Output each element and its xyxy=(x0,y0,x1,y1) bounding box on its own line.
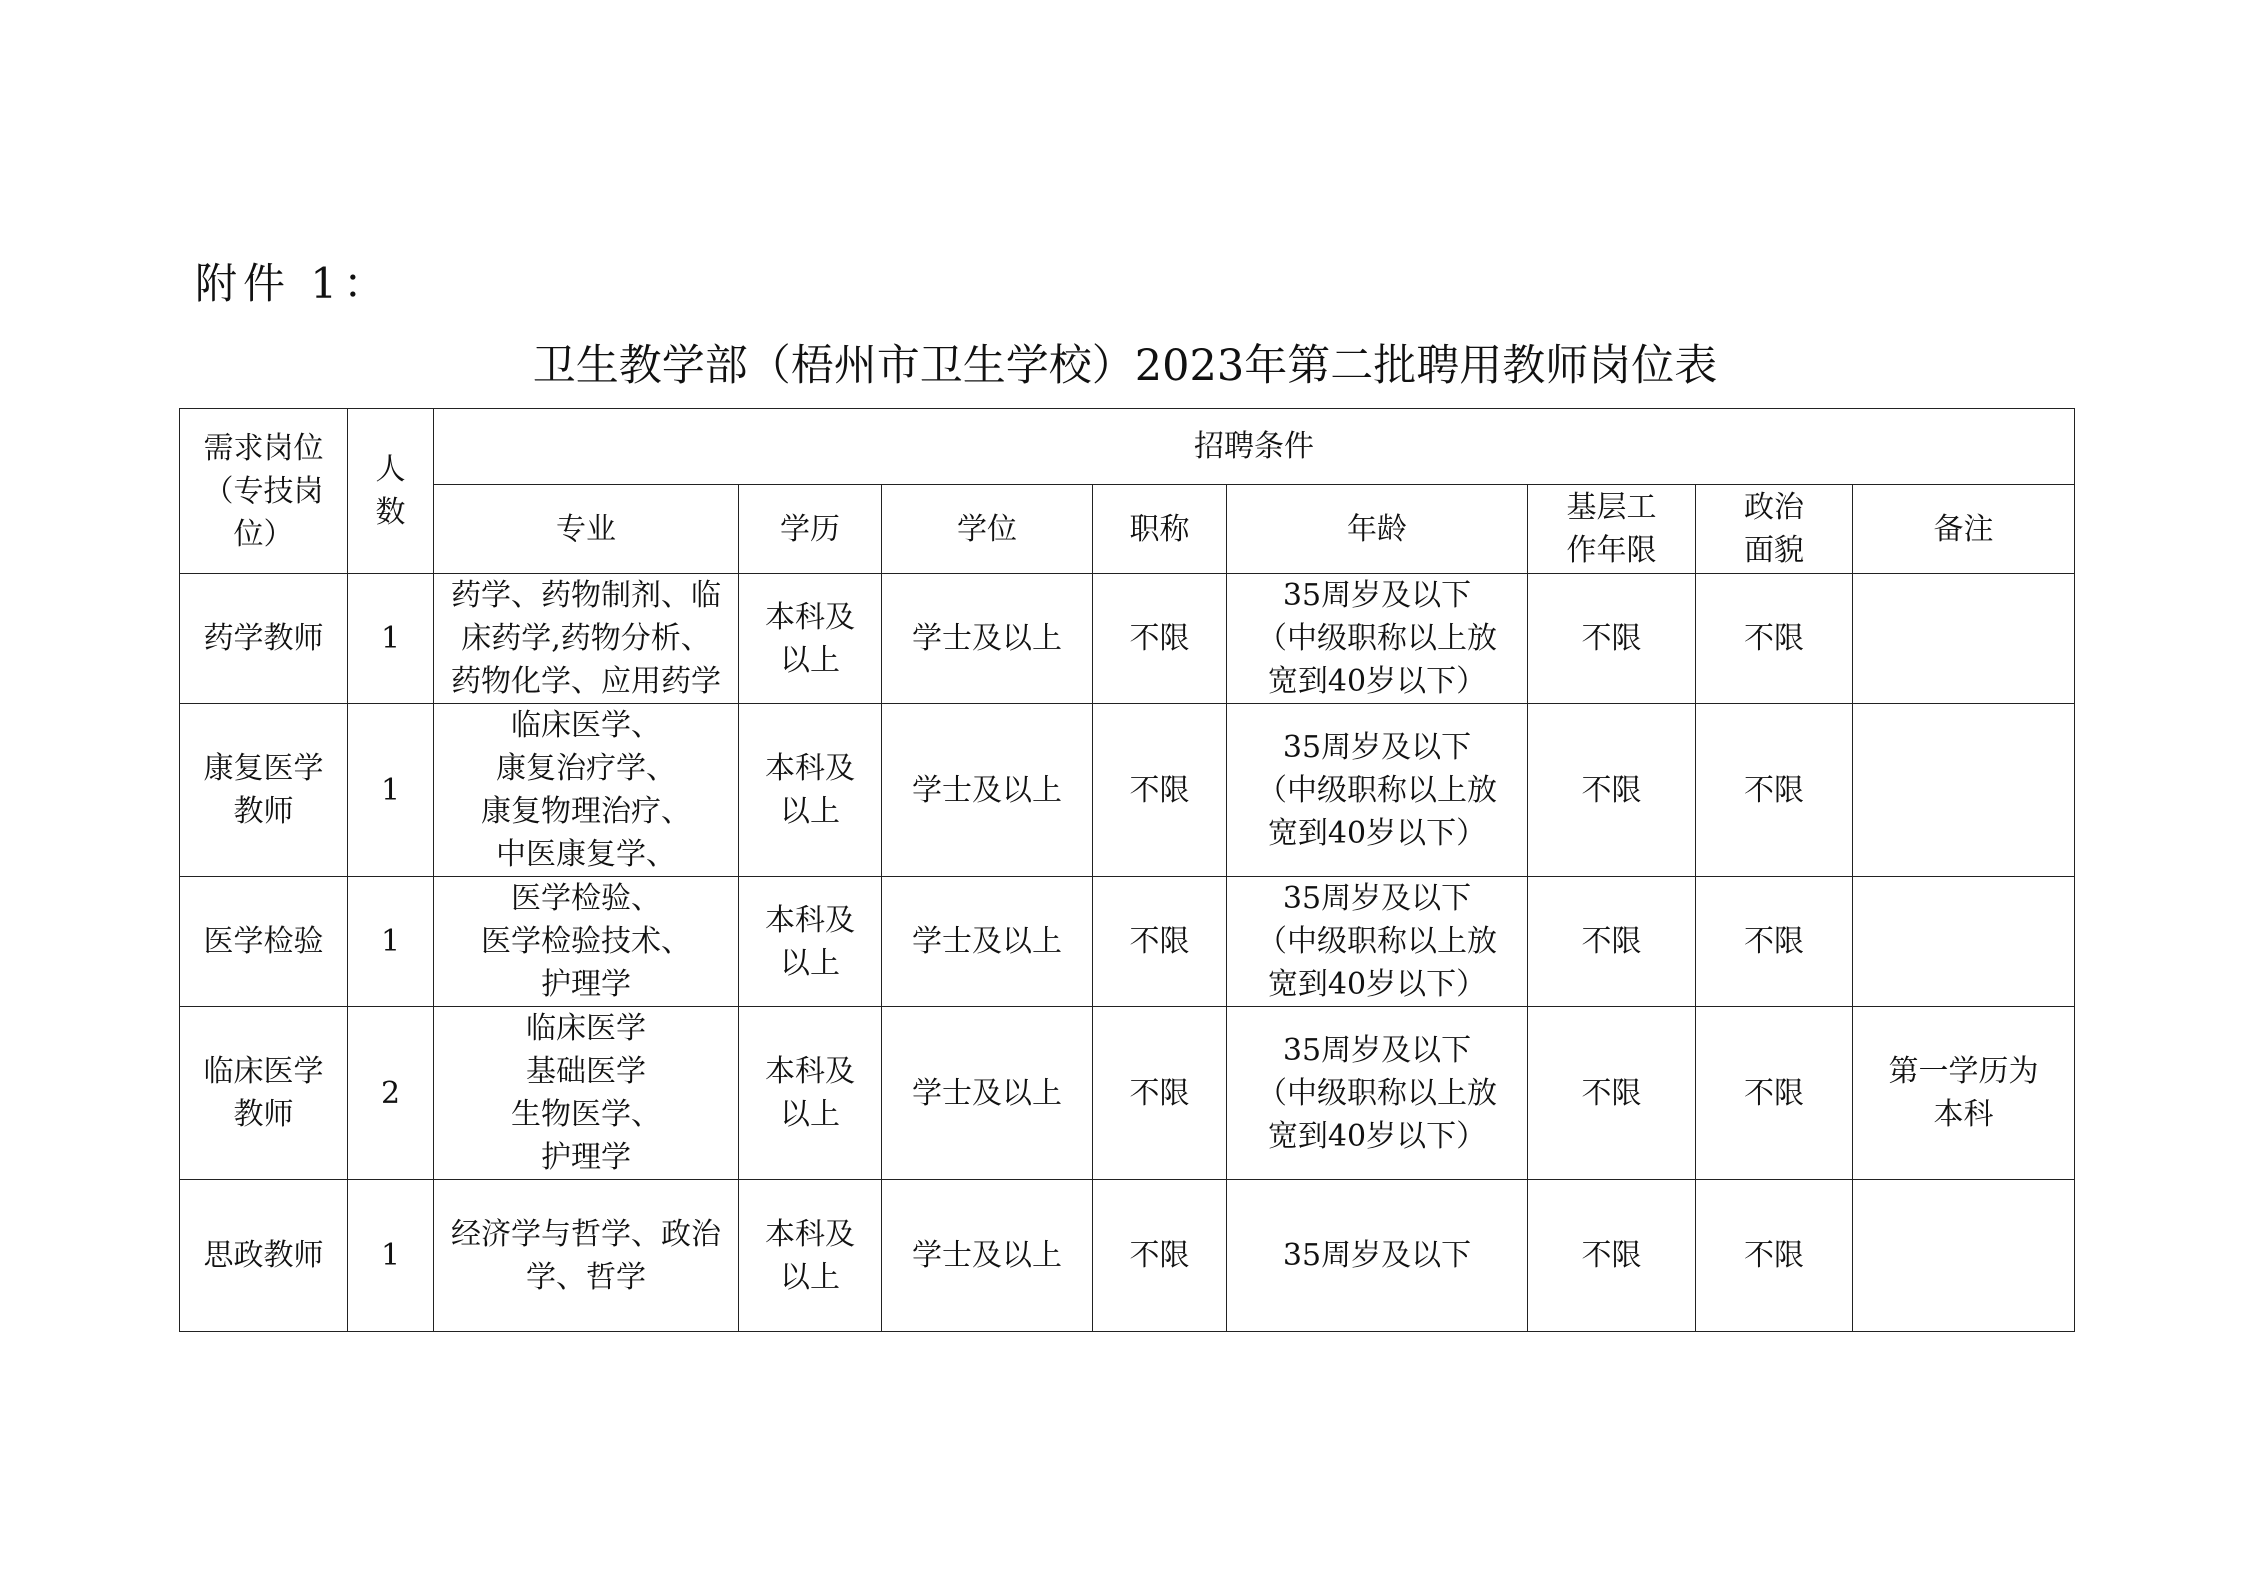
cell-education: 本科及 以上 xyxy=(739,1180,882,1332)
cell-education: 本科及 以上 xyxy=(739,877,882,1007)
cell-education: 本科及 以上 xyxy=(739,704,882,877)
table-row xyxy=(180,1180,2075,1332)
cell-remarks: 第一学历为 本科 xyxy=(1853,1007,2075,1180)
document-title: 卫生教学部（梧州市卫生学校）2023年第二批聘用教师岗位表 xyxy=(532,341,1718,391)
cell-remarks xyxy=(1853,877,2075,1007)
header-conditions: 招聘条件 xyxy=(434,409,2075,485)
cell-position: 临床医学 教师 xyxy=(180,1007,348,1180)
cell-count: 1 xyxy=(348,1180,434,1332)
table-row xyxy=(180,574,2075,704)
header-remarks: 备注 xyxy=(1853,485,2075,574)
cell-major: 临床医学、 康复治疗学、 康复物理治疗、 中医康复学、 xyxy=(434,704,739,877)
header-row-sub xyxy=(180,485,2075,574)
cell-age: 35周岁及以下 （中级职称以上放 宽到40岁以下） xyxy=(1227,704,1528,877)
cell-remarks xyxy=(1853,704,2075,877)
cell-count: 2 xyxy=(348,1007,434,1180)
cell-grassroots: 不限 xyxy=(1528,574,1696,704)
cell-education: 本科及 以上 xyxy=(739,574,882,704)
header-count: 人 数 xyxy=(348,409,434,574)
cell-degree: 学士及以上 xyxy=(882,1007,1093,1180)
cell-count: 1 xyxy=(348,574,434,704)
cell-remarks xyxy=(1853,1180,2075,1332)
header-political: 政治 面貌 xyxy=(1696,485,1853,574)
cell-position: 医学检验 xyxy=(180,877,348,1007)
cell-title-rank: 不限 xyxy=(1093,877,1227,1007)
cell-grassroots: 不限 xyxy=(1528,1007,1696,1180)
cell-major: 临床医学 基础医学 生物医学、 护理学 xyxy=(434,1007,739,1180)
cell-age: 35周岁及以下 xyxy=(1227,1180,1528,1332)
cell-degree: 学士及以上 xyxy=(882,574,1093,704)
header-age: 年龄 xyxy=(1227,485,1528,574)
header-education: 学历 xyxy=(739,485,882,574)
cell-position: 药学教师 xyxy=(180,574,348,704)
cell-grassroots: 不限 xyxy=(1528,1180,1696,1332)
cell-education: 本科及 以上 xyxy=(739,1007,882,1180)
cell-title-rank: 不限 xyxy=(1093,704,1227,877)
header-title-rank: 职称 xyxy=(1093,485,1227,574)
header-degree: 学位 xyxy=(882,485,1093,574)
cell-political: 不限 xyxy=(1696,574,1853,704)
table-row xyxy=(180,1007,2075,1180)
cell-grassroots: 不限 xyxy=(1528,877,1696,1007)
recruitment-table xyxy=(179,408,2075,1332)
cell-major: 药学、药物制剂、临 床药学,药物分析、 药物化学、应用药学 xyxy=(434,574,739,704)
cell-title-rank: 不限 xyxy=(1093,574,1227,704)
cell-count: 1 xyxy=(348,704,434,877)
cell-title-rank: 不限 xyxy=(1093,1180,1227,1332)
cell-position: 思政教师 xyxy=(180,1180,348,1332)
cell-position: 康复医学 教师 xyxy=(180,704,348,877)
table-row xyxy=(180,704,2075,877)
cell-degree: 学士及以上 xyxy=(882,1180,1093,1332)
cell-major: 经济学与哲学、政治 学、哲学 xyxy=(434,1180,739,1332)
cell-age: 35周岁及以下 （中级职称以上放 宽到40岁以下） xyxy=(1227,1007,1528,1180)
cell-degree: 学士及以上 xyxy=(882,877,1093,1007)
cell-remarks xyxy=(1853,574,2075,704)
cell-age: 35周岁及以下 （中级职称以上放 宽到40岁以下） xyxy=(1227,877,1528,1007)
cell-political: 不限 xyxy=(1696,1180,1853,1332)
cell-title-rank: 不限 xyxy=(1093,1007,1227,1180)
cell-age: 35周岁及以下 （中级职称以上放 宽到40岁以下） xyxy=(1227,574,1528,704)
cell-grassroots: 不限 xyxy=(1528,704,1696,877)
cell-political: 不限 xyxy=(1696,877,1853,1007)
header-major: 专业 xyxy=(434,485,739,574)
attachment-label: 附件 1： xyxy=(195,259,392,308)
header-position: 需求岗位 （专技岗 位） xyxy=(180,409,348,574)
cell-degree: 学士及以上 xyxy=(882,704,1093,877)
cell-political: 不限 xyxy=(1696,1007,1853,1180)
cell-major: 医学检验、 医学检验技术、 护理学 xyxy=(434,877,739,1007)
cell-political: 不限 xyxy=(1696,704,1853,877)
header-grassroots: 基层工 作年限 xyxy=(1528,485,1696,574)
cell-count: 1 xyxy=(348,877,434,1007)
table-row xyxy=(180,877,2075,1007)
header-row-top xyxy=(180,409,2075,485)
